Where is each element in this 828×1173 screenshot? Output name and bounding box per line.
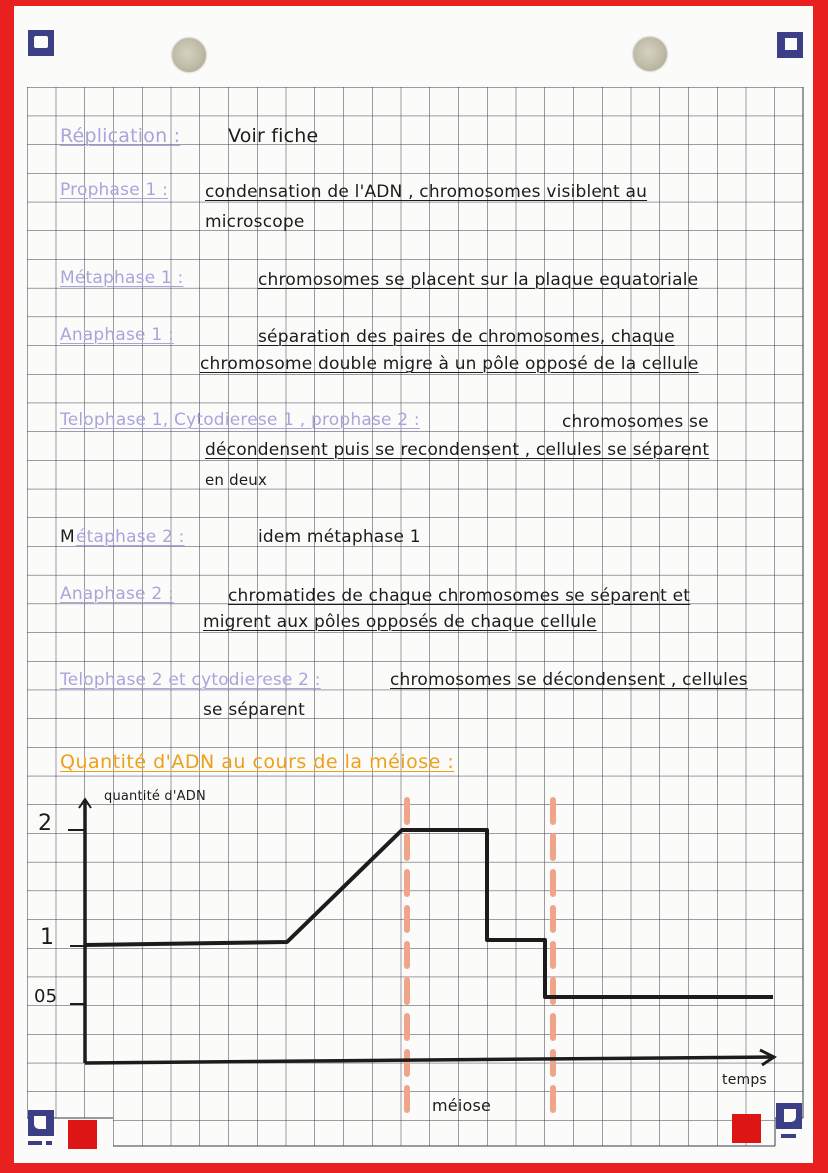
y-tick-05: 05 [34,986,58,1007]
note-label: Anaphase 1 : [60,325,174,345]
y-tick-2: 2 [38,811,53,836]
note-label: Métaphase 1 : [60,268,184,288]
note-label: Telophase 2 et cytodierese 2 : [60,670,321,690]
note-text: décondensent puis se recondensent , cellules se séparent [205,440,710,460]
note-label: Anaphase 2 : [60,584,174,604]
note-text: Voir fiche [228,125,319,147]
note-text: chromosomes se décondensent , cellules [390,670,748,690]
y-tick-1: 1 [40,925,55,950]
x-axis-label: temps [722,1072,767,1088]
note-text: chromosome double migre à un pôle opposé de la cellule [200,354,699,374]
note-label-initial: M [60,527,75,547]
chart-title: Quantité d'ADN au cours de la méiose : [60,751,455,773]
note-text: microscope [205,212,305,232]
y-axis-label: quantité d'ADN [104,789,206,804]
note-text: idem métaphase 1 [258,527,421,547]
note-label: Prophase 1 : [60,180,169,200]
note-text: se séparent [203,700,305,720]
note-text: séparation des paires de chromosomes, chaque [258,327,675,347]
note-label: étaphase 2 : [76,527,185,547]
note-text: condensation de l'ADN , chromosomes visiblent au [205,182,648,202]
note-text: chromosomes se placent sur la plaque equatoriale [258,270,699,290]
x-axis [85,1057,772,1063]
note-text: migrent aux pôles opposés de chaque cellule [203,612,597,632]
dna-quantity-curve [85,830,773,997]
note-text: chromosomes se [562,412,709,432]
note-text: en deux [205,471,268,489]
note-label: Telophase 1, Cytodierese 1 , prophase 2 : [60,410,420,430]
meiosis-region-label: méiose [432,1096,492,1115]
note-text: chromatides de chaque chromosomes se séparent et [228,586,691,606]
note-label: Réplication : [60,125,181,147]
